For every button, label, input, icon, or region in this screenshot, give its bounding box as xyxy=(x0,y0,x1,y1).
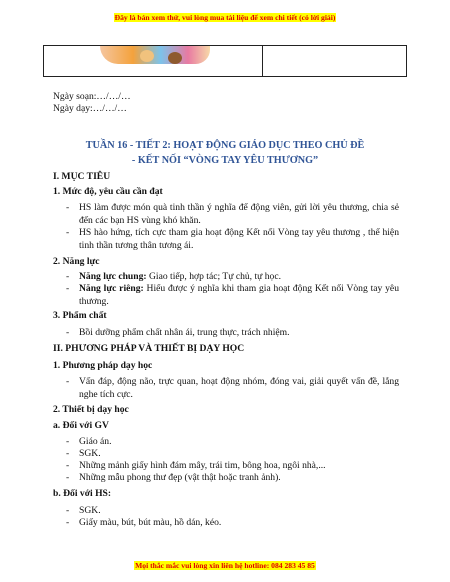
header-table xyxy=(43,45,407,77)
bullet-dash: - xyxy=(66,202,70,213)
teacher-equipment-item: SGK. xyxy=(79,448,101,459)
table-divider xyxy=(262,46,263,76)
subsection-1-2-heading: 2. Năng lực xyxy=(53,256,100,267)
bullet-dash: - xyxy=(66,283,70,294)
student-equipment-item: SGK. xyxy=(79,505,101,516)
section-1-heading: I. MỤC TIÊU xyxy=(53,171,111,182)
competency-item: Năng lực riêng: Hiểu được ý nghĩa khi tham gia hoạt động Kết nối Vòng tay yêu thương. xyxy=(79,283,399,307)
student-equipment-item: Giấy màu, bút, bút màu, hồ dán, kéo. xyxy=(79,517,222,528)
lesson-title-line2: - KẾT NỐI “VÒNG TAY YÊU THƯƠNG” xyxy=(131,155,319,166)
quality-item: Bồi dưỡng phẩm chất nhân ái, trung thực, trách nhiệm. xyxy=(79,327,290,338)
bullet-dash: - xyxy=(66,460,70,471)
bullet-dash: - xyxy=(66,327,70,338)
competency-item: Năng lực chung: Giao tiếp, hợp tác; Tự chủ, tự học. xyxy=(79,271,281,282)
goal-item: HS hào hứng, tích cực tham gia hoạt động Kết nối Vòng tay yêu thương , thể hiện tinh thần tương thân tương ái. xyxy=(79,227,399,251)
bullet-dash: - xyxy=(66,227,70,238)
header-illustration xyxy=(100,46,210,64)
subsection-2-1-heading: 1. Phương pháp dạy học xyxy=(53,360,153,371)
subsection-2-2-heading: 2. Thiết bị dạy học xyxy=(53,404,129,415)
student-equipment-heading: b. Đối với HS: xyxy=(53,488,112,499)
bullet-dash: - xyxy=(66,472,70,483)
teacher-equipment-item: Những mẫu phong thư đẹp (vật thật hoặc tranh ảnh). xyxy=(79,472,281,483)
bullet-dash: - xyxy=(66,517,70,528)
teach-date: Ngày dạy:…/…/… xyxy=(53,103,127,114)
teacher-equipment-item: Những mảnh giấy hình đám mây, trái tim, bông hoa, ngôi nhà,... xyxy=(79,460,326,471)
teacher-equipment-heading: a. Đối với GV xyxy=(53,420,109,431)
goal-item: HS làm được món quà tinh thần ý nghĩa để động viên, gửi lời yêu thương, chia sẻ đến các bạn HS vùng khó khăn. xyxy=(79,202,399,226)
prep-date: Ngày soạn:…/…/… xyxy=(53,91,131,102)
bullet-dash: - xyxy=(66,436,70,447)
bullet-dash: - xyxy=(66,448,70,459)
bullet-dash: - xyxy=(66,505,70,516)
subsection-1-1-heading: 1. Mức độ, yêu cầu cần đạt xyxy=(53,186,163,197)
bullet-dash: - xyxy=(66,271,70,282)
lesson-title-line1: TUẦN 16 - TIẾT 2: HOẠT ĐỘNG GIÁO DỤC THEO CHỦ ĐỀ xyxy=(85,140,365,151)
preview-notice-banner: Đây là bản xem thử, vui lòng mua tài liệu để xem chi tiết (có lời giải) xyxy=(114,13,336,22)
section-2-heading: II. PHƯƠNG PHÁP VÀ THIẾT BỊ DẠY HỌC xyxy=(53,343,245,354)
bullet-dash: - xyxy=(66,376,70,387)
teacher-equipment-item: Giáo án. xyxy=(79,436,112,447)
subsection-1-3-heading: 3. Phẩm chất xyxy=(53,310,107,321)
hotline-banner: Mọi thắc mắc vui lòng xin liên hệ hotline: 084 283 45 85 xyxy=(135,561,315,570)
method-item: Vấn đáp, động não, trực quan, hoạt động nhóm, đóng vai, giải quyết vấn đề, lắng nghe tích cực. xyxy=(79,376,399,400)
